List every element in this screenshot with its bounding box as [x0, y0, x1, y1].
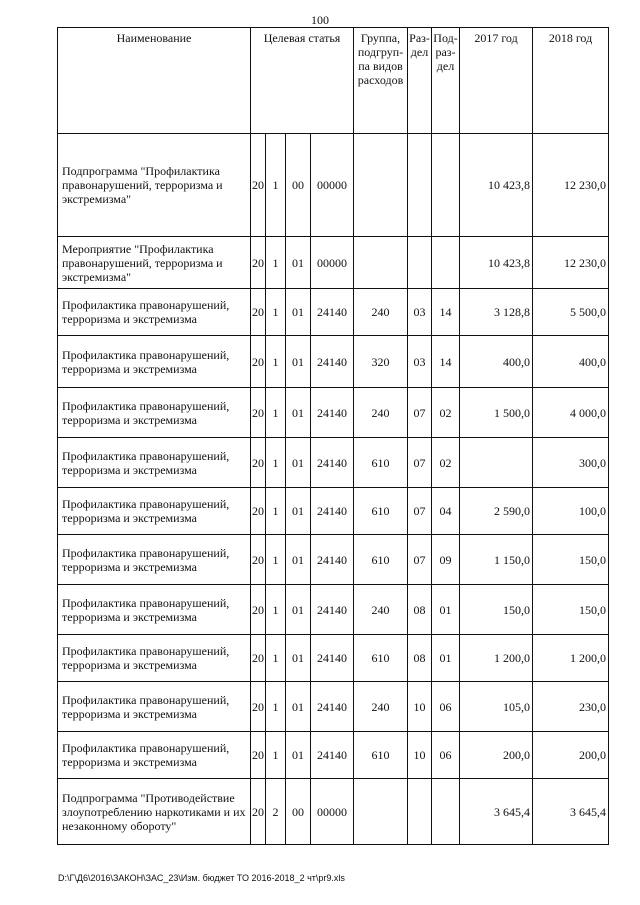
cell-subsection	[432, 779, 460, 845]
cell-group: 240	[354, 388, 408, 438]
cell-group	[354, 237, 408, 289]
cell-name: Подпрограмма "Противодействие злоупотреблению наркотиками и их незаконному обороту"	[58, 779, 251, 845]
cell-name: Профилактика правонарушений, терроризма и экстремизма	[58, 682, 251, 732]
cell-y2018: 1 200,0	[533, 635, 609, 682]
cell-y2018: 150,0	[533, 585, 609, 635]
cell-c4: 24140	[311, 535, 354, 585]
cell-group: 610	[354, 732, 408, 779]
cell-c2: 1	[266, 535, 286, 585]
cell-c3: 01	[286, 488, 311, 535]
cell-section	[408, 134, 432, 237]
cell-c1: 20	[251, 682, 266, 732]
cell-subsection	[432, 237, 460, 289]
table-row	[58, 336, 609, 388]
cell-section: 07	[408, 488, 432, 535]
header-subsection: Под-раз-дел	[432, 28, 460, 134]
cell-c4: 24140	[311, 682, 354, 732]
cell-section: 07	[408, 438, 432, 488]
cell-c1: 20	[251, 289, 266, 336]
cell-c4: 24140	[311, 635, 354, 682]
cell-c3: 00	[286, 134, 311, 237]
cell-c2: 1	[266, 134, 286, 237]
cell-group: 610	[354, 635, 408, 682]
cell-c3: 01	[286, 732, 311, 779]
cell-c1: 20	[251, 732, 266, 779]
cell-section: 08	[408, 635, 432, 682]
cell-name: Профилактика правонарушений, терроризма и экстремизма	[58, 336, 251, 388]
cell-c4: 24140	[311, 585, 354, 635]
cell-c4: 00000	[311, 237, 354, 289]
cell-section: 10	[408, 682, 432, 732]
cell-y2017: 150,0	[460, 585, 533, 635]
cell-group: 240	[354, 585, 408, 635]
cell-subsection: 06	[432, 682, 460, 732]
cell-y2017: 2 590,0	[460, 488, 533, 535]
cell-section: 03	[408, 289, 432, 336]
cell-subsection: 14	[432, 336, 460, 388]
table-row	[58, 438, 609, 488]
cell-group: 610	[354, 535, 408, 585]
cell-group	[354, 134, 408, 237]
cell-subsection: 01	[432, 635, 460, 682]
cell-y2018: 230,0	[533, 682, 609, 732]
header-section: Раз-дел	[408, 28, 432, 134]
cell-c2: 2	[266, 779, 286, 845]
cell-name: Профилактика правонарушений, терроризма и экстремизма	[58, 438, 251, 488]
cell-c4: 00000	[311, 134, 354, 237]
cell-y2018: 5 500,0	[533, 289, 609, 336]
cell-y2017: 10 423,8	[460, 237, 533, 289]
cell-name: Профилактика правонарушений, терроризма и экстремизма	[58, 488, 251, 535]
cell-c3: 01	[286, 289, 311, 336]
cell-y2017: 200,0	[460, 732, 533, 779]
table-row	[58, 134, 609, 237]
cell-c4: 00000	[311, 779, 354, 845]
cell-c2: 1	[266, 438, 286, 488]
table-row	[58, 585, 609, 635]
cell-group: 240	[354, 682, 408, 732]
cell-y2018: 100,0	[533, 488, 609, 535]
cell-c1: 20	[251, 779, 266, 845]
cell-c2: 1	[266, 682, 286, 732]
cell-c2: 1	[266, 585, 286, 635]
cell-group: 320	[354, 336, 408, 388]
header-name: Наименование	[58, 28, 251, 134]
cell-c1: 20	[251, 635, 266, 682]
cell-subsection	[432, 134, 460, 237]
cell-section: 08	[408, 585, 432, 635]
cell-c3: 01	[286, 336, 311, 388]
cell-y2017: 3 645,4	[460, 779, 533, 845]
cell-c2: 1	[266, 388, 286, 438]
cell-y2017: 105,0	[460, 682, 533, 732]
table-row	[58, 779, 609, 845]
cell-group: 610	[354, 438, 408, 488]
table-row	[58, 535, 609, 585]
table-row	[58, 635, 609, 682]
cell-c3: 01	[286, 585, 311, 635]
cell-subsection: 01	[432, 585, 460, 635]
cell-name: Профилактика правонарушений, терроризма и экстремизма	[58, 289, 251, 336]
cell-c4: 24140	[311, 488, 354, 535]
cell-group: 240	[354, 289, 408, 336]
cell-subsection: 02	[432, 438, 460, 488]
cell-name: Мероприятие "Профилактика правонарушений, терроризма и экстремизма"	[58, 237, 251, 289]
cell-section: 07	[408, 388, 432, 438]
cell-y2017	[460, 438, 533, 488]
cell-y2018: 12 230,0	[533, 237, 609, 289]
cell-c3: 01	[286, 535, 311, 585]
cell-c2: 1	[266, 732, 286, 779]
cell-c3: 00	[286, 779, 311, 845]
cell-y2017: 10 423,8	[460, 134, 533, 237]
table-row	[58, 289, 609, 336]
cell-y2018: 300,0	[533, 438, 609, 488]
cell-c1: 20	[251, 388, 266, 438]
cell-c1: 20	[251, 488, 266, 535]
cell-subsection: 14	[432, 289, 460, 336]
cell-c1: 20	[251, 585, 266, 635]
cell-subsection: 02	[432, 388, 460, 438]
cell-c3: 01	[286, 388, 311, 438]
cell-section: 10	[408, 732, 432, 779]
header-2018: 2018 год	[533, 28, 609, 134]
cell-y2018: 4 000,0	[533, 388, 609, 438]
cell-y2017: 1 500,0	[460, 388, 533, 438]
cell-section	[408, 237, 432, 289]
cell-section: 03	[408, 336, 432, 388]
cell-y2018: 400,0	[533, 336, 609, 388]
cell-c2: 1	[266, 237, 286, 289]
cell-y2017: 1 150,0	[460, 535, 533, 585]
cell-name: Профилактика правонарушений, терроризма и экстремизма	[58, 635, 251, 682]
cell-c1: 20	[251, 237, 266, 289]
cell-c4: 24140	[311, 289, 354, 336]
cell-c3: 01	[286, 682, 311, 732]
cell-name: Профилактика правонарушений, терроризма и экстремизма	[58, 535, 251, 585]
cell-c1: 20	[251, 336, 266, 388]
cell-section: 07	[408, 535, 432, 585]
header-target: Целевая статья	[251, 28, 354, 134]
table-row	[58, 237, 609, 289]
cell-c4: 24140	[311, 388, 354, 438]
cell-y2018: 200,0	[533, 732, 609, 779]
cell-y2017: 400,0	[460, 336, 533, 388]
cell-c2: 1	[266, 488, 286, 535]
header-group: Группа, подгруп-па видов расходов	[354, 28, 408, 134]
cell-y2017: 1 200,0	[460, 635, 533, 682]
cell-name: Профилактика правонарушений, терроризма и экстремизма	[58, 585, 251, 635]
cell-subsection: 09	[432, 535, 460, 585]
cell-c4: 24140	[311, 336, 354, 388]
header-2017: 2017 год	[460, 28, 533, 134]
cell-section	[408, 779, 432, 845]
cell-y2018: 3 645,4	[533, 779, 609, 845]
table-row	[58, 488, 609, 535]
cell-c1: 20	[251, 535, 266, 585]
cell-c4: 24140	[311, 438, 354, 488]
cell-c2: 1	[266, 336, 286, 388]
cell-y2017: 3 128,8	[460, 289, 533, 336]
cell-c1: 20	[251, 134, 266, 237]
page-number: 100	[311, 13, 329, 27]
cell-subsection: 06	[432, 732, 460, 779]
cell-c2: 1	[266, 289, 286, 336]
cell-y2018: 12 230,0	[533, 134, 609, 237]
cell-group	[354, 779, 408, 845]
cell-c2: 1	[266, 635, 286, 682]
cell-y2018: 150,0	[533, 535, 609, 585]
table-row	[58, 682, 609, 732]
cell-c3: 01	[286, 438, 311, 488]
cell-group: 610	[354, 488, 408, 535]
cell-name: Профилактика правонарушений, терроризма и экстремизма	[58, 732, 251, 779]
cell-subsection: 04	[432, 488, 460, 535]
table-row	[58, 388, 609, 438]
footer-file-path: D:\Г\Д6\2016\ЗАКОН\ЗАС_23\Изм. бюджет ТО 2016-2018_2 чт\pr9.xls	[58, 873, 345, 883]
cell-c3: 01	[286, 635, 311, 682]
table-row	[58, 732, 609, 779]
table-header-row	[58, 28, 609, 134]
cell-c1: 20	[251, 438, 266, 488]
cell-name: Подпрограмма "Профилактика правонарушений, терроризма и экстремизма"	[58, 134, 251, 237]
cell-c3: 01	[286, 237, 311, 289]
cell-name: Профилактика правонарушений, терроризма и экстремизма	[58, 388, 251, 438]
budget-table	[57, 27, 609, 845]
cell-c4: 24140	[311, 732, 354, 779]
